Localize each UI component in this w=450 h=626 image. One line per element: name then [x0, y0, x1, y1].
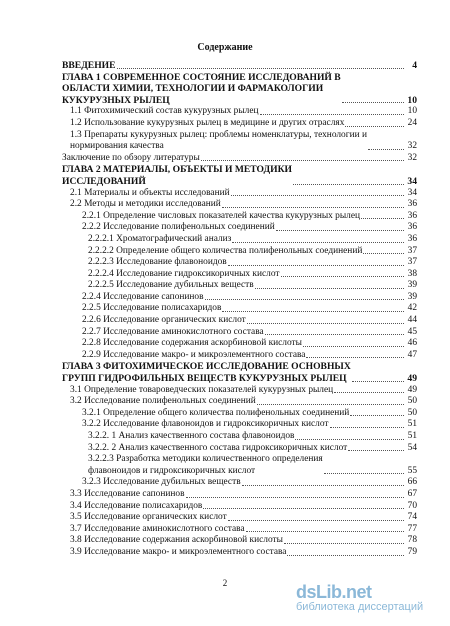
toc-leader-dots — [265, 334, 404, 335]
toc-entry-title: 2.2.4 Исследование сапонинов — [82, 291, 204, 302]
toc-entry-title: 3.7 Исследование аминокислотного состава — [70, 523, 245, 534]
toc-entry-title: ВВЕДЕНИЕ — [62, 60, 116, 71]
toc-entry-title: Заключение по обзору литературы — [62, 152, 200, 163]
toc-leader-dots — [352, 381, 404, 382]
toc-page-number: 32 — [407, 152, 417, 163]
toc-entry-title: 2.2.9 Исследование макро- и микроэлементного состава — [82, 349, 306, 360]
toc-page-number: 38 — [407, 268, 417, 279]
toc-leader-dots — [205, 299, 404, 300]
toc-entry-title: 3.2 Исследование полифенольных соединений — [70, 396, 256, 407]
toc-page-number: 79 — [407, 546, 417, 557]
toc-entry-title: 3.8 Исследование содержания аскорбиновой кислоты — [70, 535, 283, 546]
toc-page-number: 36 — [407, 222, 417, 233]
toc-entry-title: 2.2.2.4 Исследование гидроксикоричных кислот — [88, 268, 280, 279]
toc-leader-dots — [342, 102, 404, 103]
toc-leader-dots — [231, 195, 404, 196]
toc-entry-title: 3.2.2. 2 Анализ качественного состава гидроксикоричных кислот — [88, 442, 348, 453]
toc-entry — [62, 222, 417, 234]
toc-leader-dots — [247, 323, 404, 324]
toc-page-number: 51 — [407, 419, 417, 430]
toc-entry-title: 3.2.2.3 Разработка методики количественного определения флавоноидов и гидроксикоричных кислот — [88, 454, 323, 476]
toc-leader-dots — [117, 68, 404, 69]
toc-entry — [62, 211, 417, 223]
toc-leader-dots — [242, 485, 404, 486]
toc-page-number: 67 — [407, 488, 417, 499]
toc-entry — [62, 60, 417, 72]
toc-entry — [62, 408, 417, 420]
toc-page-number: 49 — [407, 384, 417, 395]
toc-entry — [62, 72, 417, 107]
toc-entry — [62, 454, 417, 477]
toc-entry — [62, 188, 417, 200]
toc-page-number: 50 — [407, 407, 417, 418]
toc-page-number: 51 — [407, 431, 417, 441]
toc-entry — [62, 396, 417, 408]
toc-leader-dots — [222, 311, 404, 312]
toc-entry-title: 2.2.2 Исследование полифенольных соединений — [82, 222, 275, 233]
toc-leader-dots — [293, 184, 404, 185]
toc-entry-title: 2.2.1 Определение числовых показателей качества кукурузных рылец — [82, 210, 361, 221]
toc-entry — [62, 547, 417, 559]
toc-entry-title: ГЛАВА 1 СОВРЕМЕННОЕ СОСТОЯНИЕ ИССЛЕДОВАНИЙ В ОБЛАСТИ ХИМИИ, ТЕХНОЛОГИИ И ФАРМАКОЛОГИИ КУКУРУЗНЫХ РЫЛЕЦ — [62, 71, 341, 106]
toc-leader-dots — [257, 404, 404, 405]
toc-entry-title: 2.2.7 Исследование аминокислотного состава — [82, 326, 264, 337]
toc-entry-title: 3.2.2. 1 Анализ качественного состава флавоноидов — [88, 431, 295, 441]
toc-leader-dots — [350, 415, 404, 416]
toc-entry — [62, 246, 417, 258]
table-of-contents — [62, 60, 417, 559]
toc-page-number: 10 — [407, 94, 417, 106]
toc-entry-title: 1.3 Препараты кукурузных рылец: проблемы номенклатуры, технологии и нормирования качества — [70, 129, 367, 152]
toc-leader-dots — [334, 392, 404, 393]
toc-leader-dots — [228, 265, 404, 266]
toc-leader-dots — [260, 114, 404, 115]
toc-entry-title: 3.2.2 Исследование флавоноидов и гидроксикоричных кислот — [82, 419, 329, 430]
watermark — [296, 582, 446, 622]
toc-leader-dots — [228, 520, 404, 521]
toc-page-number: 55 — [407, 465, 417, 476]
toc-entry-title: 2.2.2.2 Определение общего количества полифенольных соединений — [88, 245, 363, 256]
toc-page-number: 34 — [407, 175, 417, 187]
watermark-logo: dsLib.net — [296, 582, 372, 602]
toc-entry — [62, 234, 417, 246]
toc-entry — [62, 303, 417, 315]
toc-entry-title: 2.1 Материалы и объекты исследований — [70, 187, 230, 198]
toc-entry — [62, 118, 417, 130]
toc-entry-title: 3.4 Исследование полисахаридов — [70, 500, 203, 511]
toc-page-number: 36 — [407, 210, 417, 221]
toc-page-number: 66 — [407, 477, 417, 488]
toc-entry-title: 1.2 Использование кукурузных рылец в медицине и других отраслях — [70, 117, 345, 128]
page-number: 2 — [222, 578, 228, 588]
toc-entry — [62, 512, 417, 524]
toc-entry — [62, 443, 417, 455]
toc-leader-dots — [186, 497, 404, 498]
toc-leader-dots — [345, 126, 404, 127]
toc-entry-title: 1.1 Фитохимический состав кукурузных рылец — [70, 106, 259, 117]
toc-entry-title: 2.2.5 Исследование полисахаридов — [82, 303, 222, 314]
toc-page-number: 44 — [407, 315, 417, 326]
toc-entry — [62, 130, 417, 153]
toc-leader-dots — [246, 531, 404, 532]
toc-leader-dots — [201, 160, 404, 161]
toc-entry-title: 2.2 Методы и методики исследований — [70, 199, 221, 210]
toc-leader-dots — [303, 346, 404, 347]
toc-page-number: 37 — [407, 257, 417, 268]
toc-entry — [62, 361, 417, 384]
toc-entry — [62, 327, 417, 339]
toc-entry — [62, 164, 417, 187]
toc-entry-title: 2.2.2.1 Хроматографический анализ — [88, 233, 232, 244]
toc-page-number: 49 — [407, 373, 417, 385]
toc-entry — [62, 524, 417, 536]
toc-entry-title: 3.3 Исследование сапонинов — [70, 488, 185, 499]
toc-page-number: 24 — [407, 117, 417, 128]
toc-page-number: 32 — [407, 141, 417, 152]
toc-page-number: 78 — [407, 535, 417, 546]
toc-page-number: 39 — [407, 280, 417, 291]
toc-entry — [62, 489, 417, 501]
toc-entry-title: 3.9 Исследование макро- и микроэлементного состава — [70, 546, 287, 557]
toc-leader-dots — [232, 242, 404, 243]
toc-page-number: 74 — [407, 512, 417, 523]
toc-page-number: 10 — [407, 106, 417, 117]
toc-entry-title: 3.2.3 Исследование дубильных веществ — [82, 477, 241, 488]
toc-page-number: 36 — [407, 199, 417, 210]
toc-page-number: 47 — [407, 349, 417, 360]
toc-leader-dots — [276, 230, 404, 231]
toc-entry-title: 2.2.6 Исследование органических кислот — [82, 315, 246, 326]
toc-entry — [62, 257, 417, 269]
toc-page-number: 50 — [407, 396, 417, 407]
toc-entry — [62, 535, 417, 547]
toc-leader-dots — [363, 253, 404, 254]
toc-leader-dots — [203, 508, 404, 509]
toc-entry — [62, 292, 417, 304]
toc-entry-title: ГЛАВА 2 МАТЕРИАЛЫ, ОБЪЕКТЫ И МЕТОДИКИ ИССЛЕДОВАНИЙ — [62, 164, 293, 187]
toc-page-number: 4 — [412, 60, 417, 71]
toc-entry — [62, 315, 417, 327]
toc-page-number: 34 — [407, 187, 417, 198]
toc-entry — [62, 419, 417, 431]
toc-entry-title: 3.2.1 Определение общего количества полифенольных соединений — [82, 407, 350, 418]
toc-entry — [62, 269, 417, 281]
toc-entry-title: ГЛАВА 3 ФИТОХИМИЧЕСКОЕ ИССЛЕДОВАНИЕ ОСНОВНЫХ ГРУПП ГИДРОФИЛЬНЫХ ВЕЩЕСТВ КУКУРУЗНЫХ РЫЛЕЦ — [62, 361, 351, 385]
toc-leader-dots — [295, 439, 404, 440]
toc-entry — [62, 477, 417, 489]
toc-entry — [62, 431, 417, 443]
toc-page-number: 77 — [407, 523, 417, 534]
toc-entry-title: 2.2.8 Исследование содержания аскорбиновой кислоты — [82, 338, 302, 349]
toc-leader-dots — [368, 149, 404, 150]
toc-leader-dots — [287, 555, 404, 556]
toc-leader-dots — [284, 543, 404, 544]
toc-entry — [62, 385, 417, 397]
toc-leader-dots — [348, 450, 404, 451]
toc-leader-dots — [306, 357, 404, 358]
toc-page-number: 42 — [407, 303, 417, 314]
toc-entry — [62, 338, 417, 350]
toc-entry-title: 2.2.2.3 Исследование флавоноидов — [88, 257, 227, 268]
toc-leader-dots — [255, 288, 404, 289]
watermark-subtitle: библиотека диссертаций — [296, 601, 424, 613]
toc-leader-dots — [222, 207, 404, 208]
toc-entry — [62, 153, 417, 165]
toc-leader-dots — [330, 427, 404, 428]
toc-page-number: 39 — [407, 291, 417, 302]
toc-page-number: 37 — [407, 245, 417, 256]
toc-entry-title: 3.1 Определение товароведческих показателей кукурузных рылец — [70, 384, 334, 395]
toc-leader-dots — [361, 218, 404, 219]
toc-entry — [62, 350, 417, 362]
page-title: Содержание — [197, 42, 253, 53]
toc-entry-title: 3.5 Исследование органических кислот — [70, 512, 227, 523]
toc-page-number: 45 — [407, 326, 417, 337]
toc-entry — [62, 501, 417, 513]
toc-page-number: 46 — [407, 338, 417, 349]
toc-entry — [62, 106, 417, 118]
toc-leader-dots — [324, 473, 404, 474]
toc-entry — [62, 199, 417, 211]
toc-entry-title: 2.2.2.5 Исследование дубильных веществ — [88, 280, 254, 291]
toc-page-number: 54 — [407, 442, 417, 453]
toc-leader-dots — [281, 276, 404, 277]
toc-page-number: 36 — [407, 233, 417, 244]
toc-page-number: 70 — [407, 500, 417, 511]
toc-entry — [62, 280, 417, 292]
